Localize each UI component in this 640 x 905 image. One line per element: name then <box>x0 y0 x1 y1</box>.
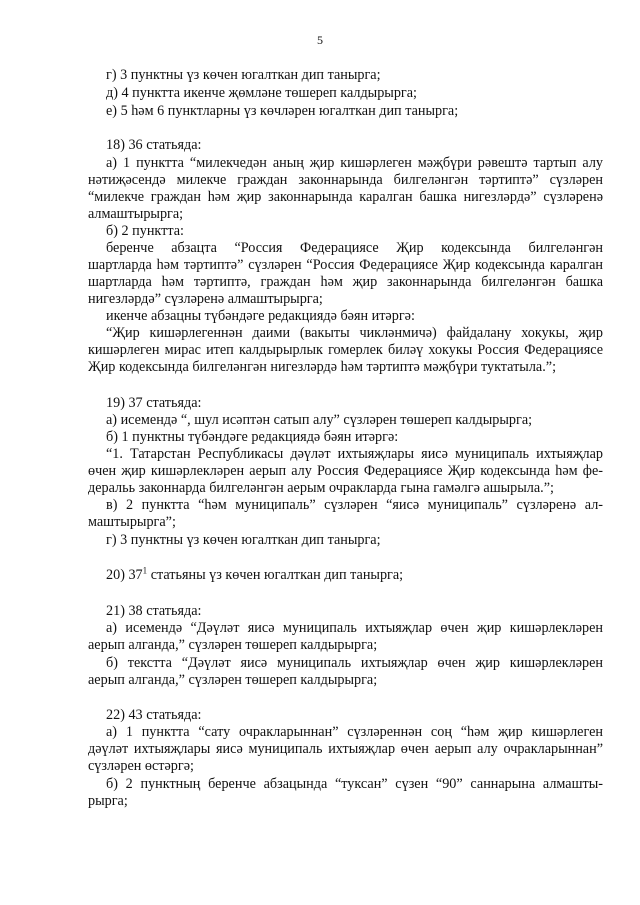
text-line: е) 5 һәм 6 пунктларны үз көчләрен югалткан дип танырга; <box>106 103 459 119</box>
text-line: шартларда һәм тәртиптә, граждан һәм җир законнарында билгеләнгән башка <box>88 274 603 290</box>
text-line: г) 3 пунктны үз көчен югалткан дип танырга; <box>106 67 381 83</box>
article-heading: 22) 43 статьяда: <box>106 707 202 723</box>
article-text: статьяны үз көчен югалткан дип танырга; <box>147 567 404 583</box>
text-line: кишәрлеген мирас итеп калдырырлык гомерлек биләү хокукы Россия Федерациясе <box>88 342 603 358</box>
text-line: б) текстта “Дәүләт яисә муниципаль ихтыяҗлар өчен җир кишәрлекләрен <box>106 655 603 671</box>
text-line: нәтиҗәсендә милекче граждан законнарында билгеләнгән тәртиптә” сүзләрен <box>88 172 603 188</box>
text-line: а) 1 пунктта “милекчедән аның җир кишәрлеген мәҗбүри рәвештә тартып алу <box>106 155 603 171</box>
text-line: а) 1 пунктта “сату очракларыннан” сүзләреннән соң “һәм җир кишәрлеген <box>106 724 603 740</box>
article-superscript: 1 <box>142 565 148 576</box>
text-line: аерып алганда,” сүзләрен төшереп калдырырга; <box>88 637 378 653</box>
article-heading: 18) 36 статьяда: <box>106 137 202 153</box>
text-line: маштырырга”; <box>88 514 176 530</box>
text-line: “Җир кишәрлегеннән даими (вакыты чикләнмичә) файдалану хокукы, җир <box>106 325 603 341</box>
article-heading <box>106 567 603 584</box>
text-line: рырга; <box>88 793 128 809</box>
text-line: өчен җир кишәрлекләрен аерып алу Россия Федерациясе Җир кодексында һәм фе- <box>88 463 603 479</box>
article-heading: 19) 37 статьяда: <box>106 395 202 411</box>
text-line: “милекче граждан һәм җир законнарында каралган башка нигезләрдә” сүзләренә <box>88 189 603 205</box>
text-line: в) 2 пунктта “һәм муниципаль” сүзләрен “яисә муниципаль” сүзләренә ал- <box>106 497 603 513</box>
article-heading: 21) 38 статьяда: <box>106 603 202 619</box>
article-number: 20) 37 <box>106 567 143 583</box>
text-line: дәүләт ихтыяҗлары яисә муниципаль ихтыяҗлар өчен аерып алу очракларыннан” <box>88 741 603 757</box>
text-line: д) 4 пунктта икенче җөмләне төшереп калдырырга; <box>106 85 417 101</box>
text-line: деральь законнарда билгеләнгән аерым очракларда гына гамәлгә ашырыла.”; <box>88 480 554 496</box>
text-line: икенче абзацны түбәндәге редакциядә бәян итәргә: <box>106 308 415 324</box>
text-line: сүзләрен өстәргә; <box>88 758 194 774</box>
text-line: аерып алганда,” сүзләрен төшереп калдырырга; <box>88 672 378 688</box>
page-number: 5 <box>317 33 323 47</box>
text-line: нигезләрдә” сүзләренә алмаштырырга; <box>88 291 323 307</box>
text-line: а) исемендә “, шул исәптән сатып алу” сүзләрен төшереп калдырырга; <box>106 412 533 428</box>
text-line: б) 1 пунктны түбәндәге редакциядә бәян итәргә: <box>106 429 399 445</box>
text-line: г) 3 пунктны үз көчен югалткан дип танырга; <box>106 532 381 548</box>
text-line: алмаштырырга; <box>88 206 184 222</box>
text-line: “1. Татарстан Республикасы дәүләт ихтыяҗлары яисә муниципаль ихтыяҗлар <box>106 446 603 462</box>
text-line: Җир кодексында билгеләнгән нигезләрдә һәм тәртиптә мәҗбүри туктатыла.”; <box>88 359 557 375</box>
text-line: шартларда һәм тәртиптә” сүзләрен “Россия Федерациясе Җир кодексында каралган <box>88 257 603 273</box>
text-line: а) исемендә “Дәүләт яисә муниципаль ихтыяҗлар өчен җир кишәрлекләрен <box>106 620 603 636</box>
text-line: б) 2 пунктта: <box>106 223 184 239</box>
text-line: б) 2 пунктның беренче абзацында “туксан” сүзен “90” саннарына алмашты- <box>106 776 603 792</box>
text-line: беренче абзацта “Россия Федерациясе Җир кодексында билгеләнгән <box>106 240 603 256</box>
